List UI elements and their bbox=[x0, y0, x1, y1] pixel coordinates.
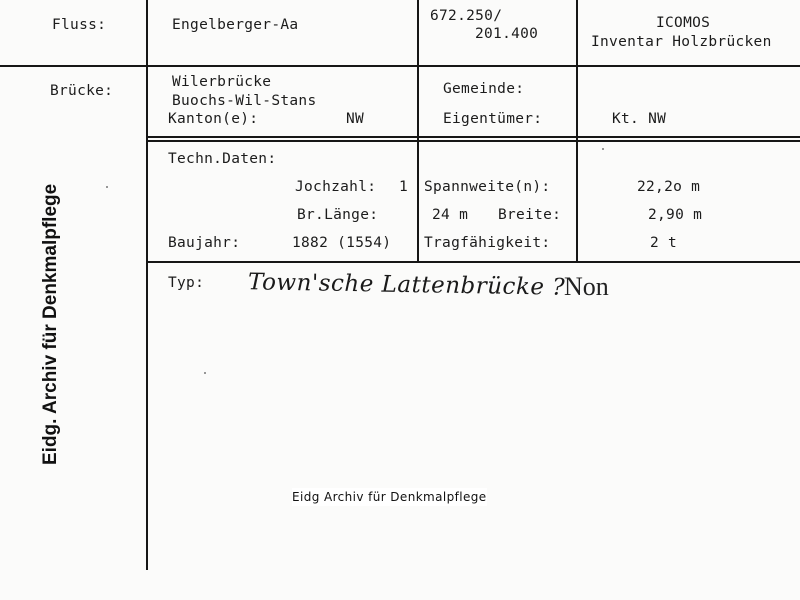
right-column-line bbox=[576, 0, 578, 262]
double-rule-top bbox=[146, 136, 800, 138]
archive-stamp: Eidg. Archiv für Denkmalpflege bbox=[40, 183, 61, 465]
organization-line2: Inventar Holzbrücken bbox=[591, 34, 772, 50]
gemeinde-label: Gemeinde: bbox=[443, 81, 525, 97]
bruecke-label: Brücke: bbox=[50, 83, 114, 99]
laenge-label: Br.Länge: bbox=[297, 207, 379, 223]
scan-speck bbox=[106, 186, 108, 188]
left-column-line bbox=[146, 0, 148, 570]
eigentuemer-value: Kt. NW bbox=[612, 111, 667, 127]
bridge-name: Wilerbrücke bbox=[172, 74, 272, 90]
scan-speck bbox=[204, 372, 206, 374]
header-divider-line bbox=[0, 65, 800, 67]
handwritten-type: Town'sche Lattenbrücke ? bbox=[247, 269, 566, 301]
kanton-value: NW bbox=[346, 111, 365, 127]
scan-speck bbox=[602, 148, 604, 150]
breite-value: 2,90 m bbox=[648, 207, 703, 223]
kanton-label: Kanton(e): bbox=[168, 111, 259, 127]
jochzahl-label: Jochzahl: bbox=[295, 179, 377, 195]
jochzahl-value: 1 bbox=[399, 179, 409, 195]
baujahr-value: 1882 (1554) bbox=[292, 235, 392, 251]
double-rule-bottom bbox=[146, 140, 800, 142]
tragfaehigkeit-label: Tragfähigkeit: bbox=[424, 235, 551, 251]
organization-line1: ICOMOS bbox=[656, 15, 711, 31]
bridge-location: Buochs-Wil-Stans bbox=[172, 93, 317, 109]
typ-divider-line bbox=[146, 261, 800, 263]
archive-caption: Eidg Archiv für Denkmalpflege bbox=[292, 490, 487, 504]
type-annotation: Non bbox=[564, 272, 609, 301]
spannweite-value: 22,2o m bbox=[637, 179, 701, 195]
breite-label: Breite: bbox=[498, 207, 562, 223]
coordinate-line2: 201.400 bbox=[475, 26, 539, 42]
fluss-label: Fluss: bbox=[52, 17, 107, 33]
laenge-value: 24 m bbox=[432, 207, 469, 223]
middle-column-line bbox=[417, 0, 419, 262]
baujahr-label: Baujahr: bbox=[168, 235, 241, 251]
tech-data-heading: Techn.Daten: bbox=[168, 151, 277, 167]
fluss-value: Engelberger-Aa bbox=[172, 17, 299, 33]
typ-label: Typ: bbox=[168, 275, 205, 291]
eigentuemer-label: Eigentümer: bbox=[443, 111, 543, 127]
spannweite-label: Spannweite(n): bbox=[424, 179, 551, 195]
tragfaehigkeit-value: 2 t bbox=[650, 235, 678, 251]
coordinate-line1: 672.250/ bbox=[430, 8, 503, 24]
